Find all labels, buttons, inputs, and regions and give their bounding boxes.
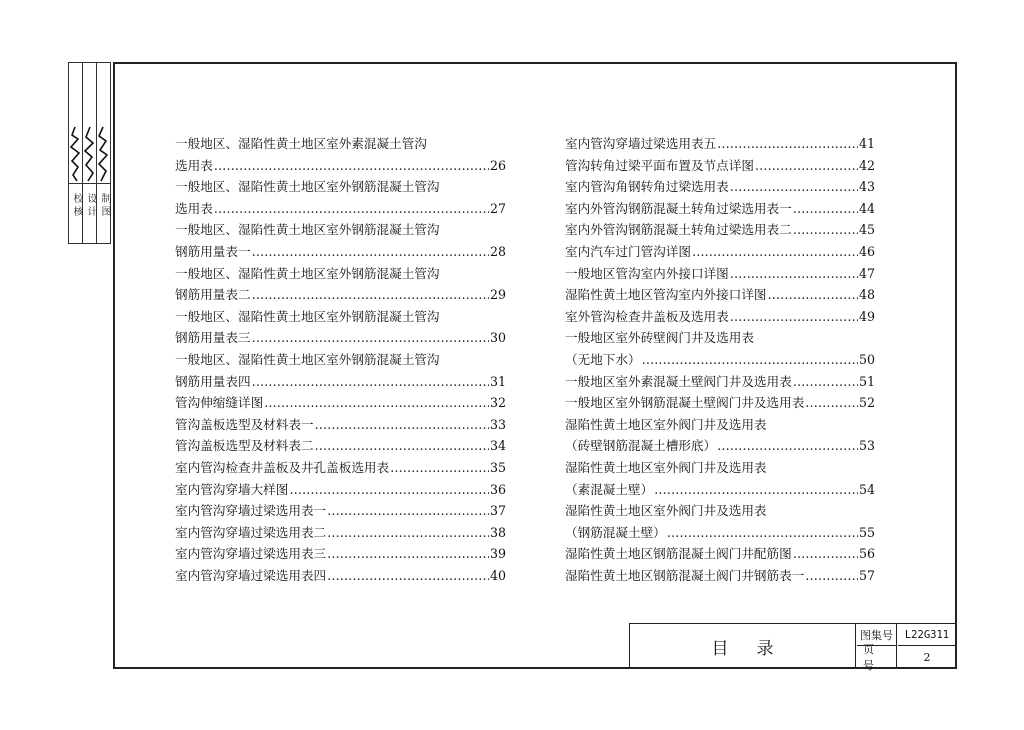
toc-entry [175, 543, 506, 565]
title-block [629, 623, 956, 672]
toc-entry-page: 57 [858, 567, 875, 583]
toc-entry-title: 室内管沟穿墙大样图 [175, 481, 289, 497]
leader-dots [755, 155, 858, 177]
leader-dots [390, 457, 489, 479]
toc-entry-title: 室内管沟穿墙过梁选用表二 [175, 524, 327, 540]
toc-entry-page: 31 [489, 373, 506, 389]
toc-entry [175, 392, 506, 414]
toc-entry-title: 室内管沟角钢转角过梁选用表 [565, 179, 729, 195]
toc-entry [565, 241, 875, 263]
toc-entry-title: 选用表 [175, 200, 213, 216]
toc-entry-page: 36 [489, 481, 506, 497]
approval-strip [68, 62, 111, 244]
toc-entry [175, 263, 506, 285]
toc-entry-page: 55 [858, 524, 875, 540]
toc-right-column [565, 133, 875, 586]
leader-dots [730, 176, 858, 198]
leader-dots [805, 392, 858, 414]
toc-entry [565, 479, 875, 501]
toc-entry [175, 349, 506, 371]
leader-dots [730, 263, 858, 285]
toc-entry-title: 一般地区管沟室内外接口详图 [565, 265, 729, 281]
toc-entry [565, 284, 875, 306]
toc-entry [565, 306, 875, 328]
toc-entry-title: 一般地区、湿陷性黄土地区室外钢筋混凝土管沟 [175, 351, 440, 367]
toc-entry-title: 一般地区室外素混凝土壁阀门井及选用表 [565, 373, 792, 389]
toc-entry-page: 48 [858, 287, 875, 303]
leader-dots [327, 522, 489, 544]
signature-design [83, 125, 95, 183]
toc-entry-title: 选用表 [175, 157, 213, 173]
leader-dots [327, 543, 489, 565]
sheet-title: 目录 [630, 624, 856, 668]
toc-entry-title: （无地下水） [565, 351, 641, 367]
toc-entry-title: 钢筋用量表二 [175, 287, 251, 303]
toc-entry-title: 室内外管沟钢筋混凝土转角过梁选用表一 [565, 200, 792, 216]
toc-entry-title: 室内管沟穿墙过梁选用表三 [175, 546, 327, 562]
toc-entry [565, 349, 875, 371]
toc-entry [175, 306, 506, 328]
toc-entry-page: 40 [489, 567, 506, 583]
leader-dots [793, 219, 858, 241]
toc-entry-page: 45 [858, 222, 875, 238]
toc-entry [565, 435, 875, 457]
design-label: 设 计 [85, 193, 96, 217]
toc-entry-page: 34 [489, 438, 506, 454]
toc-entry [175, 479, 506, 501]
toc-entry-title: 湿陷性黄土地区钢筋混凝土阀门井配筋图 [565, 546, 792, 562]
page-number-label: 页号 [857, 646, 897, 668]
toc-entry-title: 管沟盖板选型及材料表一 [175, 416, 314, 432]
toc-entry [175, 133, 506, 155]
toc-entry-title: 一般地区、湿陷性黄土地区室外钢筋混凝土管沟 [175, 179, 440, 195]
toc-entry-title: 钢筋用量表一 [175, 243, 251, 259]
toc-entry-page: 49 [858, 308, 875, 324]
toc-entry-page: 44 [858, 200, 875, 216]
toc-entry-page: 27 [489, 200, 506, 216]
leader-dots [264, 392, 489, 414]
toc-entry-title: 室内汽车过门管沟详图 [565, 243, 691, 259]
leader-dots [315, 435, 489, 457]
toc-entry-title: 湿陷性黄土地区室外阀门井及选用表 [565, 459, 767, 475]
leader-dots [654, 479, 858, 501]
toc-entry [565, 219, 875, 241]
leader-dots [793, 371, 858, 393]
toc-entry-title: 一般地区、湿陷性黄土地区室外钢筋混凝土管沟 [175, 265, 440, 281]
toc-entry-page: 33 [489, 416, 506, 432]
toc-entry-title: 钢筋用量表四 [175, 373, 251, 389]
toc-entry-title: （钢筋混凝土壁） [565, 524, 666, 540]
toc-entry-page: 54 [858, 481, 875, 497]
toc-entry-title: 管沟盖板选型及材料表二 [175, 438, 314, 454]
toc-entry-page: 52 [858, 395, 875, 411]
toc-entry [565, 371, 875, 393]
leader-dots [327, 500, 489, 522]
leader-dots [805, 565, 858, 587]
leader-dots [252, 284, 489, 306]
toc-entry-title: 室内外管沟钢筋混凝土转角过梁选用表二 [565, 222, 792, 238]
toc-entry-title: 管沟伸缩缝详图 [175, 395, 264, 411]
toc-entry-page: 56 [858, 546, 875, 562]
leader-dots [793, 543, 858, 565]
toc-entry [175, 371, 506, 393]
toc-entry-page: 26 [489, 157, 506, 173]
toc-entry-page: 46 [858, 243, 875, 259]
toc-entry-page: 38 [489, 524, 506, 540]
toc-entry [565, 327, 875, 349]
leader-dots [667, 522, 858, 544]
toc-entry [565, 414, 875, 436]
toc-entry [175, 284, 506, 306]
toc-entry-title: （砖壁钢筋混凝土槽形底） [565, 438, 717, 454]
leader-dots [252, 371, 489, 393]
toc-entry [175, 414, 506, 436]
toc-entry-title: 室内管沟穿墙过梁选用表四 [175, 567, 327, 583]
toc-entry-page: 30 [489, 330, 506, 346]
toc-entry [565, 263, 875, 285]
toc-entry [175, 155, 506, 177]
toc-entry [565, 133, 875, 155]
toc-entry-page: 32 [489, 395, 506, 411]
toc-entry [565, 522, 875, 544]
signature-check [69, 125, 81, 183]
toc-entry [565, 392, 875, 414]
toc-entry [565, 176, 875, 198]
atlas-number-value: L22G311 [898, 624, 956, 646]
toc-entry-title: 一般地区、湿陷性黄土地区室外素混凝土管沟 [175, 136, 427, 151]
toc-entry [175, 198, 506, 220]
toc-entry-title: 一般地区、湿陷性黄土地区室外钢筋混凝土管沟 [175, 222, 440, 238]
toc-entry [175, 241, 506, 263]
leader-dots [252, 241, 489, 263]
toc-entry [175, 500, 506, 522]
toc-entry-title: 湿陷性黄土地区室外阀门井及选用表 [565, 503, 767, 519]
leader-dots [768, 284, 858, 306]
leader-dots [252, 327, 489, 349]
toc-entry [175, 327, 506, 349]
check-label: 校 核 [71, 193, 82, 217]
toc-entry [565, 155, 875, 177]
toc-entry [175, 176, 506, 198]
toc-entry-page: 43 [858, 179, 875, 195]
leader-dots [793, 198, 858, 220]
leader-dots [730, 306, 858, 328]
toc-entry-title: 湿陷性黄土地区钢筋混凝土阀门井钢筋表一 [565, 567, 805, 583]
toc-entry-title: 湿陷性黄土地区管沟室内外接口详图 [565, 287, 767, 303]
toc-entry-title: 一般地区室外砖壁阀门井及选用表 [565, 330, 754, 346]
leader-dots [692, 241, 858, 263]
toc-entry-page: 47 [858, 265, 875, 281]
leader-dots [642, 349, 858, 371]
toc-entry-page: 35 [489, 459, 506, 475]
toc-entry [565, 198, 875, 220]
leader-dots [327, 565, 489, 587]
toc-entry [175, 457, 506, 479]
toc-entry-title: 室内管沟检查井盖板及井孔盖板选用表 [175, 459, 390, 475]
toc-entry-page: 42 [858, 157, 875, 173]
toc-entry-page: 29 [489, 287, 506, 303]
atlas-number-label: 图集号 [857, 624, 897, 646]
toc-entry [175, 565, 506, 587]
leader-dots [717, 133, 858, 155]
draw-label: 制 图 [99, 193, 110, 217]
toc-entry-title: 室外管沟检查井盖板及选用表 [565, 308, 729, 324]
toc-entry [565, 565, 875, 587]
page-number-value: 2 [923, 650, 931, 664]
signature-draw [97, 125, 109, 183]
approval-divider [69, 183, 111, 184]
leader-dots [289, 479, 489, 501]
toc-entry-page: 53 [858, 438, 875, 454]
toc-entry [565, 457, 875, 479]
leader-dots [315, 414, 489, 436]
leader-dots [214, 198, 489, 220]
toc-entry-page: 28 [489, 243, 506, 259]
toc-entry-title: 钢筋用量表三 [175, 330, 251, 346]
toc-entry-title: 湿陷性黄土地区室外阀门井及选用表 [565, 416, 767, 432]
toc-entry-title: 一般地区、湿陷性黄土地区室外钢筋混凝土管沟 [175, 308, 440, 324]
toc-entry [175, 522, 506, 544]
toc-entry-title: 管沟转角过梁平面布置及节点详图 [565, 157, 754, 173]
toc-entry [565, 543, 875, 565]
toc-entry [175, 435, 506, 457]
toc-entry-page: 37 [489, 503, 506, 519]
toc-entry-title: （素混凝土壁） [565, 481, 654, 497]
toc-entry [565, 500, 875, 522]
toc-entry [175, 219, 506, 241]
toc-entry-title: 室内管沟穿墙过梁选用表五 [565, 136, 717, 151]
leader-dots [214, 155, 489, 177]
toc-entry-page: 51 [858, 373, 875, 389]
toc-entry-page: 41 [858, 136, 875, 151]
toc-left-column [175, 133, 506, 586]
toc-entry-page: 39 [489, 546, 506, 562]
toc-entry-title: 一般地区室外钢筋混凝土壁阀门井及选用表 [565, 395, 805, 411]
toc-entry-page: 50 [858, 351, 875, 367]
leader-dots [717, 435, 858, 457]
toc-entry-title: 室内管沟穿墙过梁选用表一 [175, 503, 327, 519]
